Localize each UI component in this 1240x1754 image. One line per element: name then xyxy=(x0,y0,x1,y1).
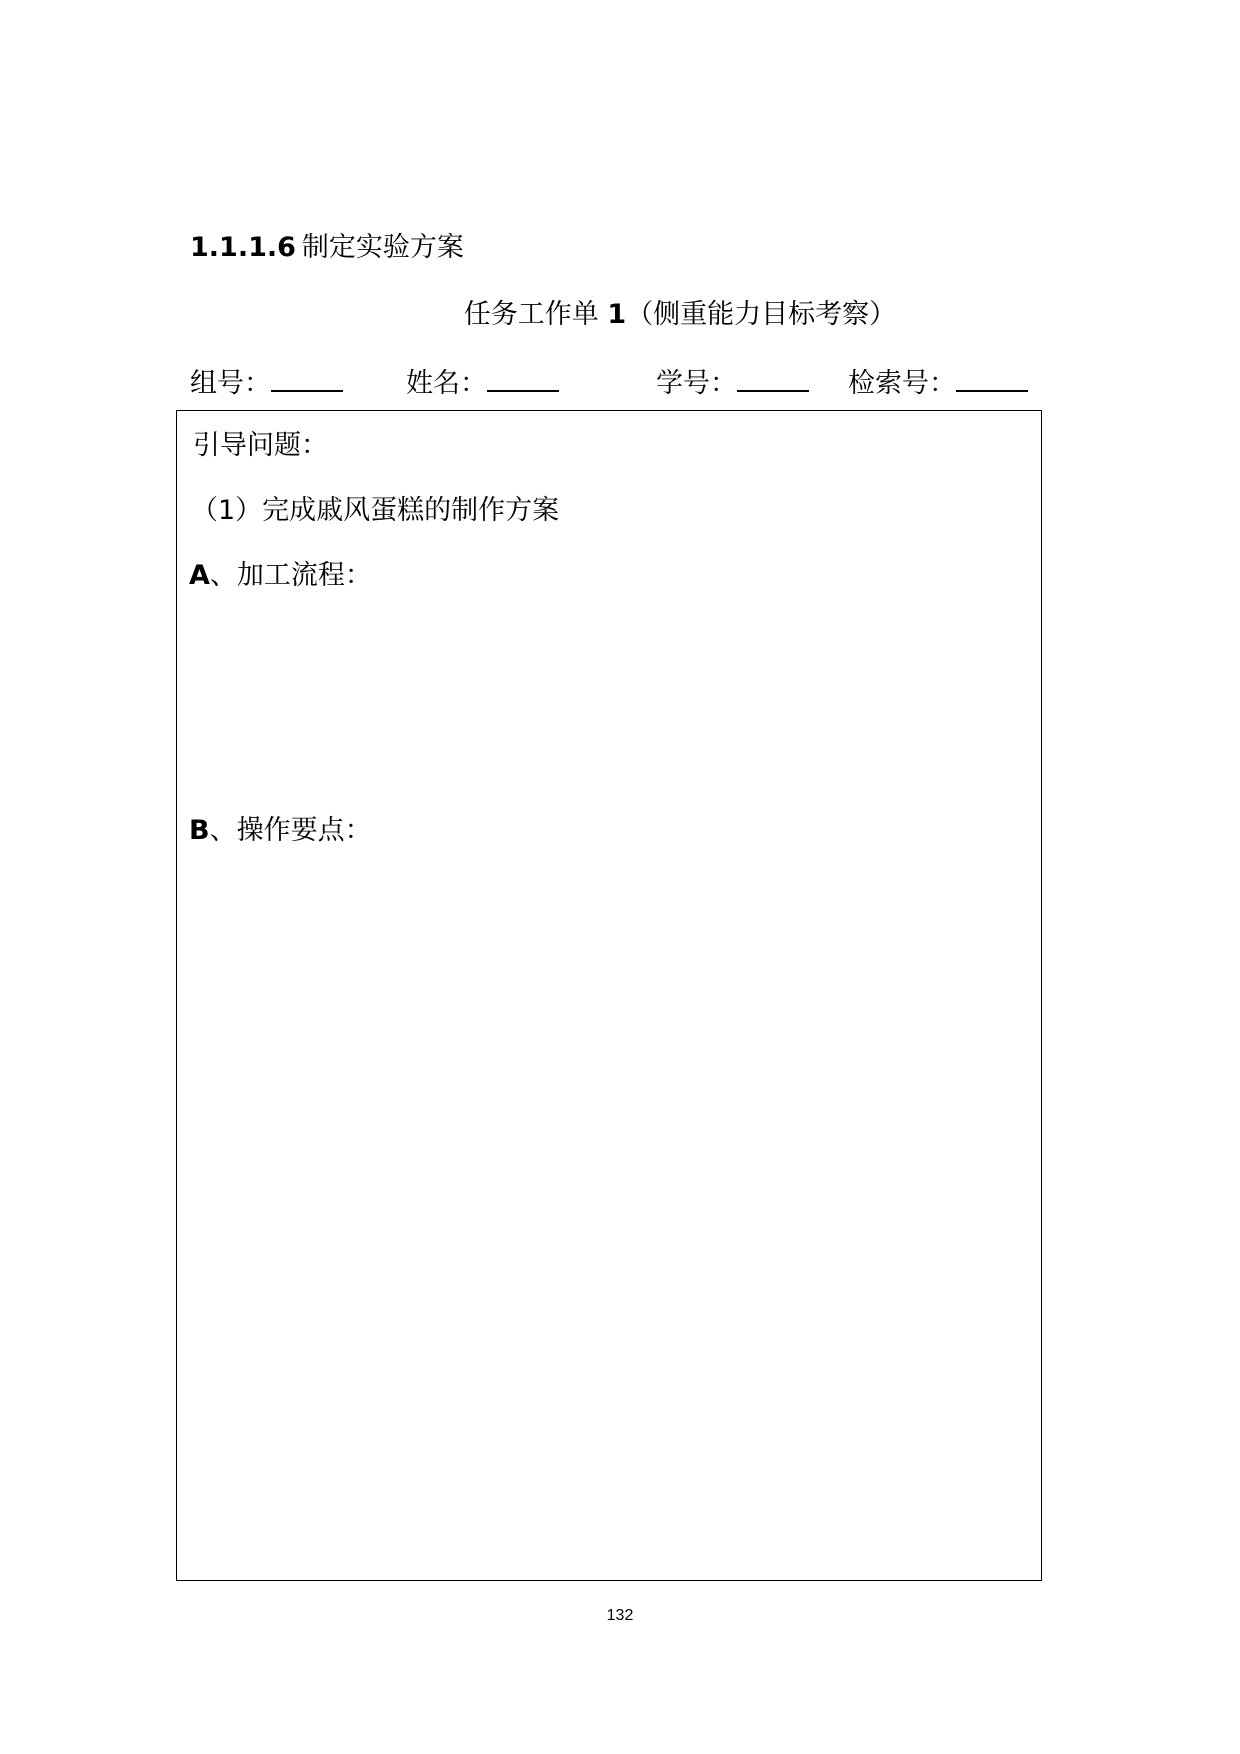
group-blank[interactable] xyxy=(271,362,343,392)
name-label: 姓名： xyxy=(406,368,487,399)
part-a-heading xyxy=(189,556,372,596)
worksheet-title xyxy=(440,295,920,335)
section-heading xyxy=(190,228,464,268)
part-b-letter: B xyxy=(189,815,210,846)
student-id-blank[interactable] xyxy=(737,362,809,392)
student-id-label: 学号： xyxy=(656,368,737,399)
worksheet-title-number: 1 xyxy=(607,299,627,330)
group-label: 组号： xyxy=(190,368,271,399)
name-blank[interactable] xyxy=(487,362,559,392)
section-title: 制定实验方案 xyxy=(301,232,464,263)
part-a-label: 、加工流程： xyxy=(209,560,372,591)
part-b-answer-area[interactable] xyxy=(187,861,1031,1561)
part-a-letter: A xyxy=(189,560,210,591)
part-a-answer-area[interactable] xyxy=(187,606,1031,806)
question-1: （1）完成戚风蛋糕的制作方案 xyxy=(191,495,560,526)
worksheet-title-prefix: 任务工作单 xyxy=(463,299,608,330)
group-field xyxy=(190,362,343,404)
part-b-heading xyxy=(189,811,372,851)
answer-box xyxy=(176,410,1042,1581)
part-b-label: 、操作要点： xyxy=(209,815,372,846)
guide-question-label: 引导问题： xyxy=(193,430,328,461)
index-field xyxy=(848,362,1028,404)
student-id-field xyxy=(656,362,809,404)
page-number: 132 xyxy=(606,1607,634,1624)
worksheet-title-suffix: （侧重能力目标考察） xyxy=(626,299,897,330)
section-number: 1.1.1.6 xyxy=(190,232,296,263)
index-label: 检索号： xyxy=(848,368,956,399)
index-blank[interactable] xyxy=(956,362,1028,392)
name-field xyxy=(406,362,559,404)
